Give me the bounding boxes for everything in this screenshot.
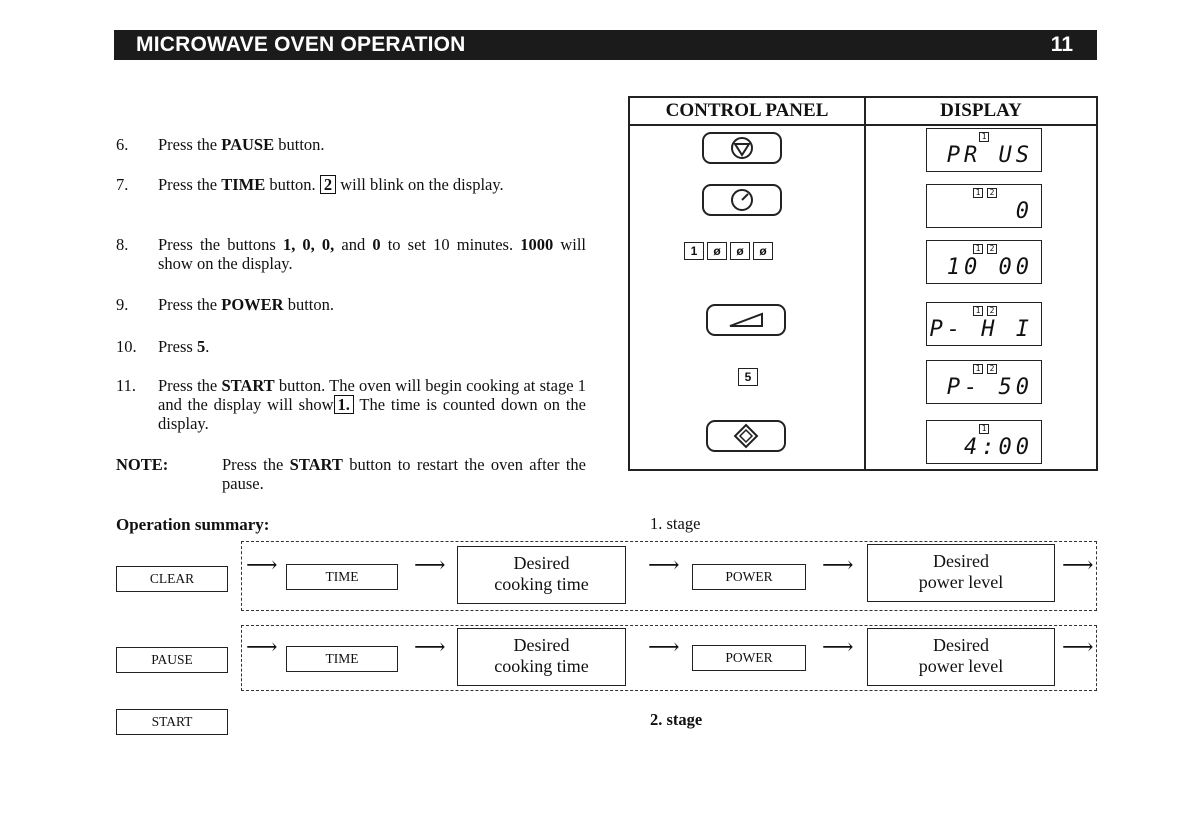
power-level-box: Desired power level [867,628,1055,686]
key-0[interactable]: ø [730,242,750,260]
key-5[interactable]: 5 [738,368,758,386]
power-box: POWER [692,564,806,590]
start-diamond-icon [708,422,784,450]
display-time: 1 2 0 [926,184,1042,228]
arrow-icon: ⟶ [822,634,854,659]
arrow-icon: ⟶ [414,552,446,577]
cooking-time-box: Desired cooking time [457,628,626,686]
display-countdown: 1 4:00 [926,420,1042,464]
power-wedge-icon [708,306,784,334]
key-1[interactable]: 1 [684,242,704,260]
start-box: START [116,709,228,735]
key-0[interactable]: ø [707,242,727,260]
arrow-icon: ⟶ [1062,552,1094,577]
cooking-time-box: Desired cooking time [457,546,626,604]
arrow-icon: ⟶ [648,634,680,659]
section-header [114,30,1097,60]
clear-box: CLEAR [116,566,228,592]
start-button[interactable] [706,420,786,452]
time-button[interactable] [702,184,782,216]
power-level-box: Desired power level [867,544,1055,602]
time-box: TIME [286,564,398,590]
arrow-icon: ⟶ [414,634,446,659]
power-box: POWER [692,645,806,671]
stage-1-label: 1. stage [650,514,701,533]
display-pause: 1 PR US [926,128,1042,172]
power-button[interactable] [706,304,786,336]
pause-box: PAUSE [116,647,228,673]
section-title: MICROWAVE OVEN OPERATION [136,33,466,56]
display-10-00: 1 2 10 00 [926,240,1042,284]
summary-title: Operation summary: [116,515,270,534]
arrow-icon: ⟶ [648,552,680,577]
number-keys [684,242,773,260]
control-display-table [628,96,1098,471]
display-power-hi: 1 2 P- H I [926,302,1042,346]
display-power-50: 1 2 P- 50 [926,360,1042,404]
arrow-icon: ⟶ [246,552,278,577]
stage-2-label: 2. stage [650,710,703,729]
col-header-display: DISPLAY [940,100,1022,121]
pause-icon [704,134,780,162]
arrow-icon: ⟶ [1062,634,1094,659]
arrow-icon: ⟶ [822,552,854,577]
key-0[interactable]: ø [753,242,773,260]
page-number: 11 [1050,33,1073,56]
clock-icon [704,186,780,214]
col-header-control-panel: CONTROL PANEL [665,100,829,121]
time-box: TIME [286,646,398,672]
pause-button[interactable] [702,132,782,164]
arrow-icon: ⟶ [246,634,278,659]
